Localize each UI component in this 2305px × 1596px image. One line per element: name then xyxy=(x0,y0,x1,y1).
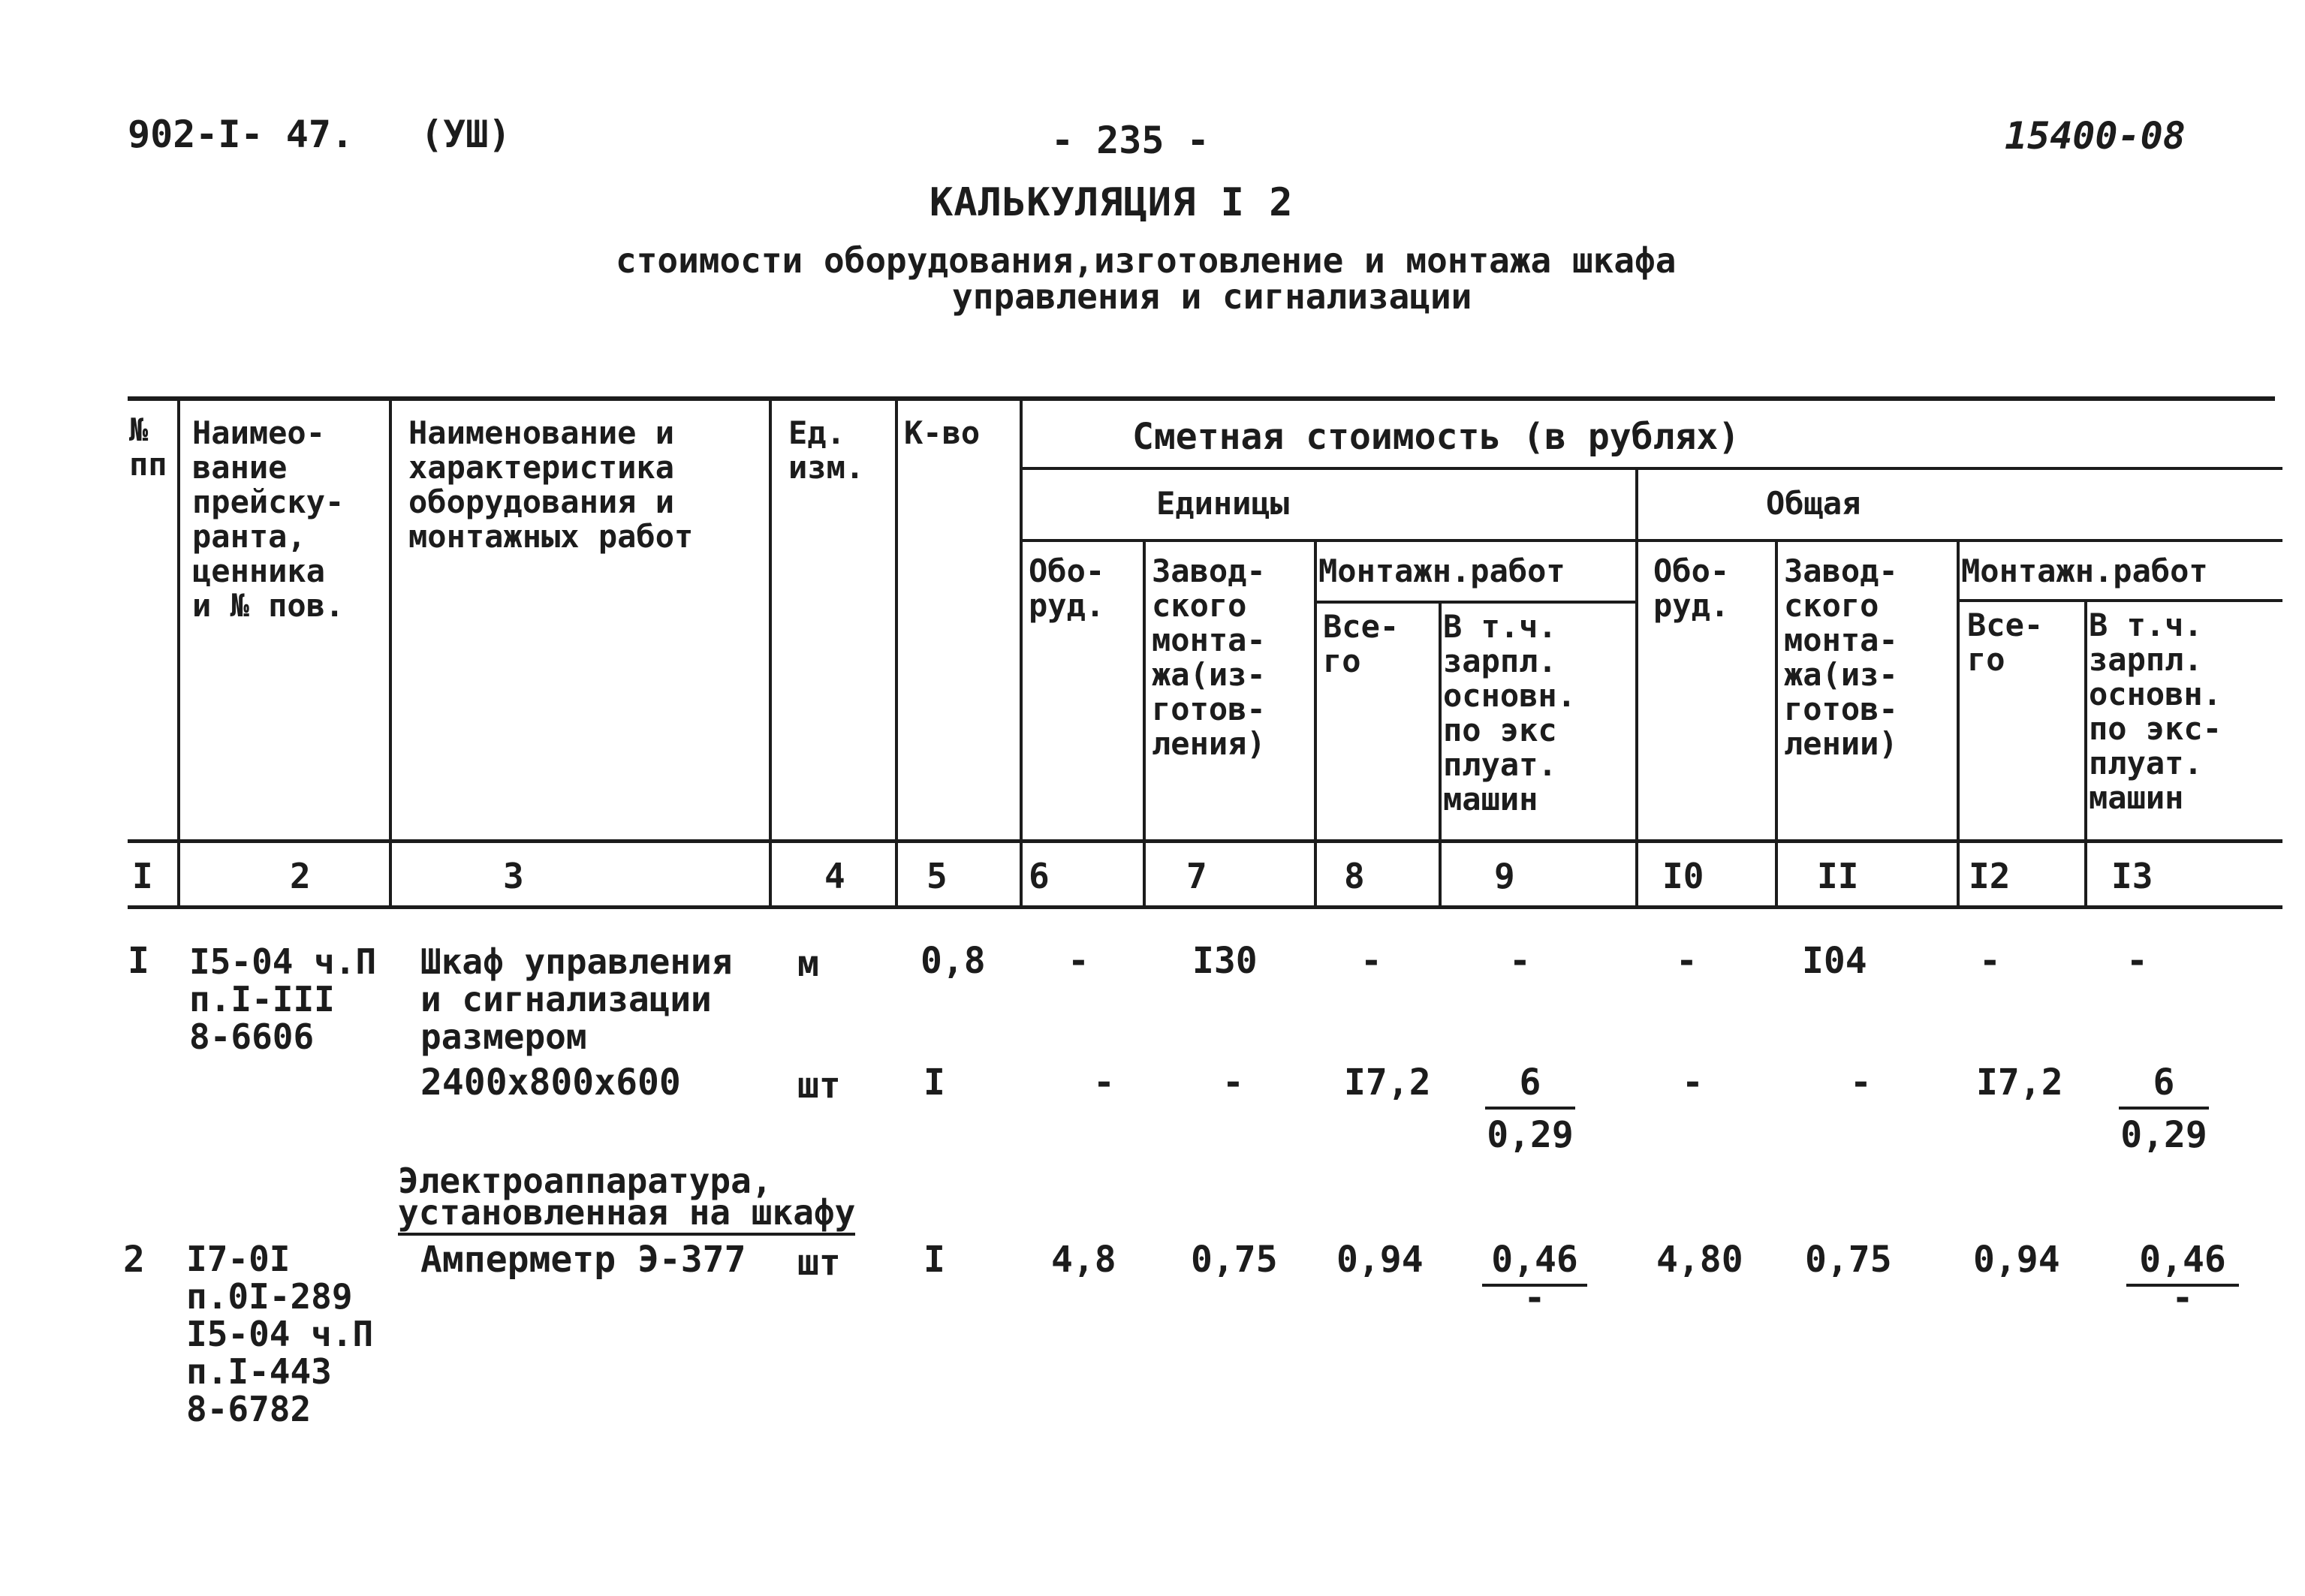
install-wage-total-cost xyxy=(2126,1239,2239,1319)
section-code: (УШ) xyxy=(420,113,511,156)
header-factory-total: Завод- ского монта- жа(из- готов- лении) xyxy=(1784,553,1898,762)
col-number-4: 4 xyxy=(824,856,845,896)
fraction-numerator: 6 xyxy=(1485,1061,1575,1110)
equipment-total-cost: - xyxy=(1676,940,1698,982)
col-number-12: I2 xyxy=(1969,856,2011,896)
rule-under-install-total xyxy=(1960,599,2282,602)
col-number-9: 9 xyxy=(1494,856,1515,896)
price-reference: I7-0I п.0I-289 I5-04 ч.П п.I-443 8-6782 xyxy=(186,1239,374,1429)
fraction-denominator: 0,29 xyxy=(1487,1114,1574,1156)
header-install-total-total: Все- го xyxy=(1967,607,2044,678)
install-total-cost: I7,2 xyxy=(1976,1061,2063,1104)
rule-under-install-unit xyxy=(1315,601,1637,604)
factory-total-cost: - xyxy=(1850,1061,1872,1104)
quantity: 0,8 xyxy=(920,940,986,982)
sheet-code: 15400-08 xyxy=(2005,114,2186,158)
col-divider-11 xyxy=(1957,541,1960,908)
fraction-denominator: 0,29 xyxy=(2120,1114,2207,1156)
rule-under-group-title xyxy=(1021,467,2282,470)
header-equipment-total: Обо- руд. xyxy=(1653,553,1730,624)
col-divider-7 xyxy=(1314,541,1317,908)
col-number-8: 8 xyxy=(1344,856,1365,896)
install-total-cost: 0,94 xyxy=(1973,1239,2060,1281)
item-size: 2400х800х600 xyxy=(420,1061,681,1104)
col-number-11: II xyxy=(1817,856,1859,896)
fraction-denominator: - xyxy=(2171,1277,2194,1319)
header-price-list: Наимео- вание прейску- ранта, ценника и № пов. xyxy=(192,414,345,624)
col-divider-3 xyxy=(769,399,772,908)
quantity: I xyxy=(924,1239,945,1281)
header-row-number: № пп xyxy=(129,411,167,483)
section-heading: установленная на шкафу xyxy=(398,1194,855,1236)
col-divider-9 xyxy=(1635,468,1638,908)
col-number-7: 7 xyxy=(1186,856,1207,896)
install-unit-cost: 0,94 xyxy=(1336,1239,1424,1281)
fraction-numerator: 6 xyxy=(2119,1061,2209,1110)
header-quantity: К-во xyxy=(904,414,981,451)
col-divider-6 xyxy=(1143,541,1146,908)
col-number-5: 5 xyxy=(927,856,948,896)
col-divider-2 xyxy=(389,399,392,908)
calculation-subtitle-line1: стоимости оборудования,изготовление и монтажа шкафа xyxy=(616,240,1677,281)
section-heading: Электроаппаратура, xyxy=(398,1161,773,1201)
header-install-wage-total: В т.ч. зарпл. основн. по экс- плуат. машин xyxy=(2089,607,2222,816)
factory-unit-cost: - xyxy=(1222,1061,1244,1104)
unit: м xyxy=(797,943,819,985)
col-divider-10 xyxy=(1775,541,1778,908)
equipment-total-cost: 4,80 xyxy=(1656,1239,1743,1281)
col-number-3: 3 xyxy=(503,856,524,896)
row-number: I xyxy=(128,940,149,982)
factory-total-cost: I04 xyxy=(1802,940,1867,982)
item-name: Амперметр Э-377 xyxy=(420,1239,746,1281)
table-top-rule xyxy=(128,396,2275,401)
calculation-title: КАЛЬКУЛЯЦИЯ I 2 xyxy=(930,180,1294,225)
col-number-13: I3 xyxy=(2111,856,2153,896)
unit: шт xyxy=(797,1242,841,1284)
item-name: Шкаф управления и сигнализации размером xyxy=(420,941,733,1057)
quantity: I xyxy=(924,1061,945,1104)
factory-total-cost: 0,75 xyxy=(1805,1239,1892,1281)
install-wage-total-cost: - xyxy=(2126,940,2148,982)
header-total-cost: Общая xyxy=(1766,485,1861,522)
col-divider-5 xyxy=(1020,399,1023,908)
unit: шт xyxy=(797,1065,841,1107)
equipment-unit-cost: 4,8 xyxy=(1051,1239,1116,1281)
col-divider-1 xyxy=(177,399,180,908)
install-unit-cost: - xyxy=(1360,940,1382,982)
col-number-10: I0 xyxy=(1662,856,1704,896)
rule-under-subgroups xyxy=(1021,539,2282,542)
col-number-1: I xyxy=(132,856,153,896)
fraction-denominator: - xyxy=(1523,1277,1546,1319)
header-install-wage-unit: В т.ч. зарпл. основн. по экс плуат. машин xyxy=(1443,608,1577,818)
equipment-unit-cost: - xyxy=(1068,940,1089,982)
header-equipment-unit: Обо- руд. xyxy=(1029,553,1105,624)
col-divider-8 xyxy=(1439,601,1442,908)
fraction-numerator: 0,46 xyxy=(1482,1239,1587,1287)
col-divider-4 xyxy=(895,399,898,908)
col-divider-12 xyxy=(2084,599,2087,908)
header-estimate-cost: Сметная стоимость (в рублях) xyxy=(1132,416,1740,458)
col-number-2: 2 xyxy=(290,856,311,896)
install-wage-total-cost xyxy=(2119,1061,2209,1156)
calculation-subtitle-line2: управления и сигнализации xyxy=(952,276,1472,317)
price-reference: I5-04 ч.П п.I-III 8-6606 xyxy=(189,941,377,1057)
install-wage-unit-cost xyxy=(1485,1061,1575,1156)
install-total-cost: - xyxy=(1979,940,2001,982)
equipment-total-cost: - xyxy=(1682,1061,1704,1104)
header-factory-unit: Завод- ского монта- жа(из- готов- ления) xyxy=(1152,553,1266,762)
factory-unit-cost: I30 xyxy=(1192,940,1258,982)
page-number: - 235 - xyxy=(1051,119,1210,162)
header-item-description: Наименование и характеристика оборудования и монтажных работ xyxy=(408,414,694,555)
header-installation-unit: Монтажн.работ xyxy=(1318,553,1565,589)
header-install-total-unit: Все- го xyxy=(1323,608,1400,679)
factory-unit-cost: 0,75 xyxy=(1191,1239,1278,1281)
header-installation-total: Монтажн.работ xyxy=(1961,553,2208,589)
install-unit-cost: I7,2 xyxy=(1344,1061,1431,1104)
header-unit-cost: Единицы xyxy=(1156,485,1290,522)
install-wage-unit-cost xyxy=(1482,1239,1587,1319)
document-code: 902-I- 47. xyxy=(128,113,354,156)
header-unit: Ед. изм. xyxy=(788,414,865,486)
equipment-unit-cost: - xyxy=(1093,1061,1115,1104)
fraction-numerator: 0,46 xyxy=(2126,1239,2239,1287)
col-number-6: 6 xyxy=(1029,856,1050,896)
row-number: 2 xyxy=(123,1239,145,1281)
install-wage-unit-cost: - xyxy=(1509,940,1531,982)
